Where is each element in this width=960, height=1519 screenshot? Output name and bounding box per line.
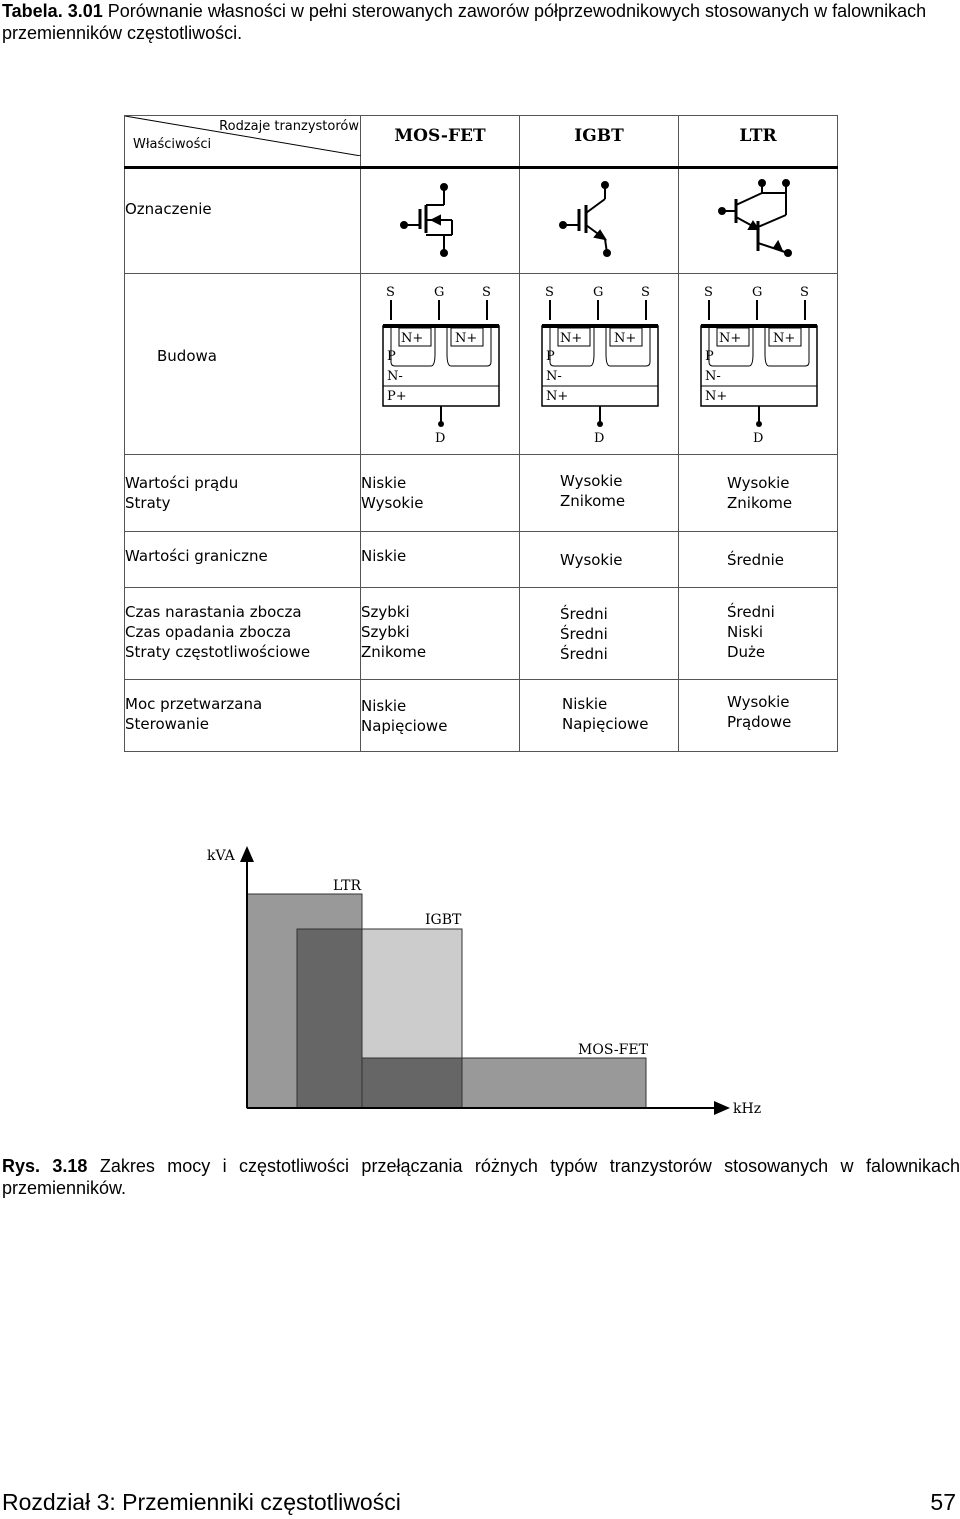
column-header-igbt: IGBT <box>520 116 679 168</box>
terminal-label: G <box>434 285 445 300</box>
table-row <box>125 680 838 752</box>
igbt-structure <box>520 274 678 454</box>
terminal-label: G <box>593 285 604 300</box>
drain-terminal-icon <box>438 421 444 427</box>
power-frequency-chart <box>200 840 780 1130</box>
row-label: Wartości graniczne <box>125 532 361 588</box>
row-label: Czas narastania zbocza Czas opadania zbocza Straty częstotliwościowe <box>125 588 361 680</box>
row-label-symbol: Oznaczenie <box>125 168 361 274</box>
table-cell: Wysokie Znikome <box>679 455 838 532</box>
comparison-table <box>124 115 838 752</box>
ltr-symbol-cell <box>679 168 838 274</box>
structure-diagram <box>520 274 679 449</box>
region-label: N+ <box>614 331 637 346</box>
table-header-row <box>125 116 838 168</box>
region-label: N- <box>387 369 403 384</box>
x-axis-arrow-icon <box>714 1101 730 1115</box>
page-number: 57 <box>930 1489 956 1515</box>
region-label: N+ <box>773 331 796 346</box>
ltr-structure <box>679 274 837 454</box>
terminal-label: S <box>704 285 713 300</box>
table-cell: Szybki Szybki Znikome <box>361 588 520 680</box>
column-header-ltr: LTR <box>679 116 838 168</box>
table-cell: Wysokie Prądowe <box>679 680 838 752</box>
series-label-ltr: LTR <box>333 878 362 894</box>
table-caption-label: Tabela. 3.01 <box>2 1 103 21</box>
table-cell: Średnie <box>679 532 838 588</box>
table-row <box>125 532 838 588</box>
table-row <box>125 588 838 680</box>
region-label: N+ <box>401 331 424 346</box>
table-cell: Średni Średni Średni <box>520 588 679 680</box>
ltr-symbol-icon <box>708 169 808 269</box>
row-label: Moc przetwarzana Sterowanie <box>125 680 361 752</box>
table-row <box>125 455 838 532</box>
igbt-symbol-icon <box>549 169 649 269</box>
diag-bottom-label: Właściwości <box>133 137 212 152</box>
mosfet-symbol-icon <box>390 169 490 269</box>
igbt-symbol-cell <box>520 168 679 274</box>
mosfet-structure <box>361 274 519 454</box>
footer-chapter: Rozdział 3: Przemienniki częstotliwości <box>2 1489 401 1515</box>
x-axis-label: kHz <box>733 1101 762 1117</box>
ltr-structure-cell <box>679 274 838 455</box>
table-cell: Wysokie <box>520 532 679 588</box>
terminal-label: S <box>386 285 395 300</box>
region-label: N+ <box>705 389 728 404</box>
mosfet-structure-cell <box>361 274 520 455</box>
structure-diagram <box>361 274 520 449</box>
diagonal-header-cell <box>125 116 361 168</box>
region-label: P+ <box>387 389 407 404</box>
mosfet-area <box>462 1058 646 1108</box>
table-cell: Niskie <box>361 532 520 588</box>
overlap-area <box>362 1058 462 1108</box>
table-cell: Niskie Wysokie <box>361 455 520 532</box>
series-label-mosfet: MOS-FET <box>578 1042 648 1058</box>
drain-terminal-icon <box>597 421 603 427</box>
region-label: N+ <box>719 331 742 346</box>
region-label: N- <box>546 369 562 384</box>
table-caption-text: Porównanie własności w pełni sterowanych zaworów półprzewodnikowych stosowanych w falownikach przemienników częstotliwości. <box>2 1 927 43</box>
y-axis-arrow-icon <box>240 846 254 862</box>
region-label: N+ <box>546 389 569 404</box>
table-caption <box>2 0 952 44</box>
diag-top-label: Rodzaje tranzystorów <box>219 119 359 134</box>
row-label-structure: Budowa <box>125 274 361 455</box>
figure-caption-label: Rys. 3.18 <box>2 1156 88 1176</box>
column-header-mosfet: MOS-FET <box>361 116 520 168</box>
region-label: N+ <box>455 331 478 346</box>
region-label: P <box>546 349 555 364</box>
table-cell: Niskie Napięciowe <box>361 680 520 752</box>
symbol-row <box>125 168 838 274</box>
terminal-label: S <box>641 285 650 300</box>
table-cell: Niskie Napięciowe <box>520 680 679 752</box>
structure-diagram <box>679 274 838 449</box>
table-cell: Średni Niski Duże <box>679 588 838 680</box>
figure-caption <box>2 1155 960 1199</box>
drain-label: D <box>435 431 446 446</box>
mosfet-symbol-cell <box>361 168 520 274</box>
terminal-label: G <box>752 285 763 300</box>
region-label: P <box>705 349 714 364</box>
structure-row <box>125 274 838 455</box>
terminal-label: S <box>482 285 491 300</box>
region-label: N- <box>705 369 721 384</box>
overlap-area <box>297 929 362 1108</box>
region-label: P <box>387 349 396 364</box>
table-cell: Wysokie Znikome <box>520 455 679 532</box>
y-axis-label: kVA <box>207 848 235 864</box>
igbt-structure-cell <box>520 274 679 455</box>
terminal-label: S <box>545 285 554 300</box>
drain-label: D <box>594 431 605 446</box>
region-label: N+ <box>560 331 583 346</box>
drain-terminal-icon <box>756 421 762 427</box>
series-label-igbt: IGBT <box>425 912 462 928</box>
terminal-label: S <box>800 285 809 300</box>
page-footer <box>2 1488 958 1516</box>
drain-label: D <box>753 431 764 446</box>
row-label: Wartości prądu Straty <box>125 455 361 532</box>
figure-caption-text: Zakres mocy i częstotliwości przełączania różnych typów tranzystorów stosowanych w falownikach przemienników. <box>2 1156 960 1198</box>
